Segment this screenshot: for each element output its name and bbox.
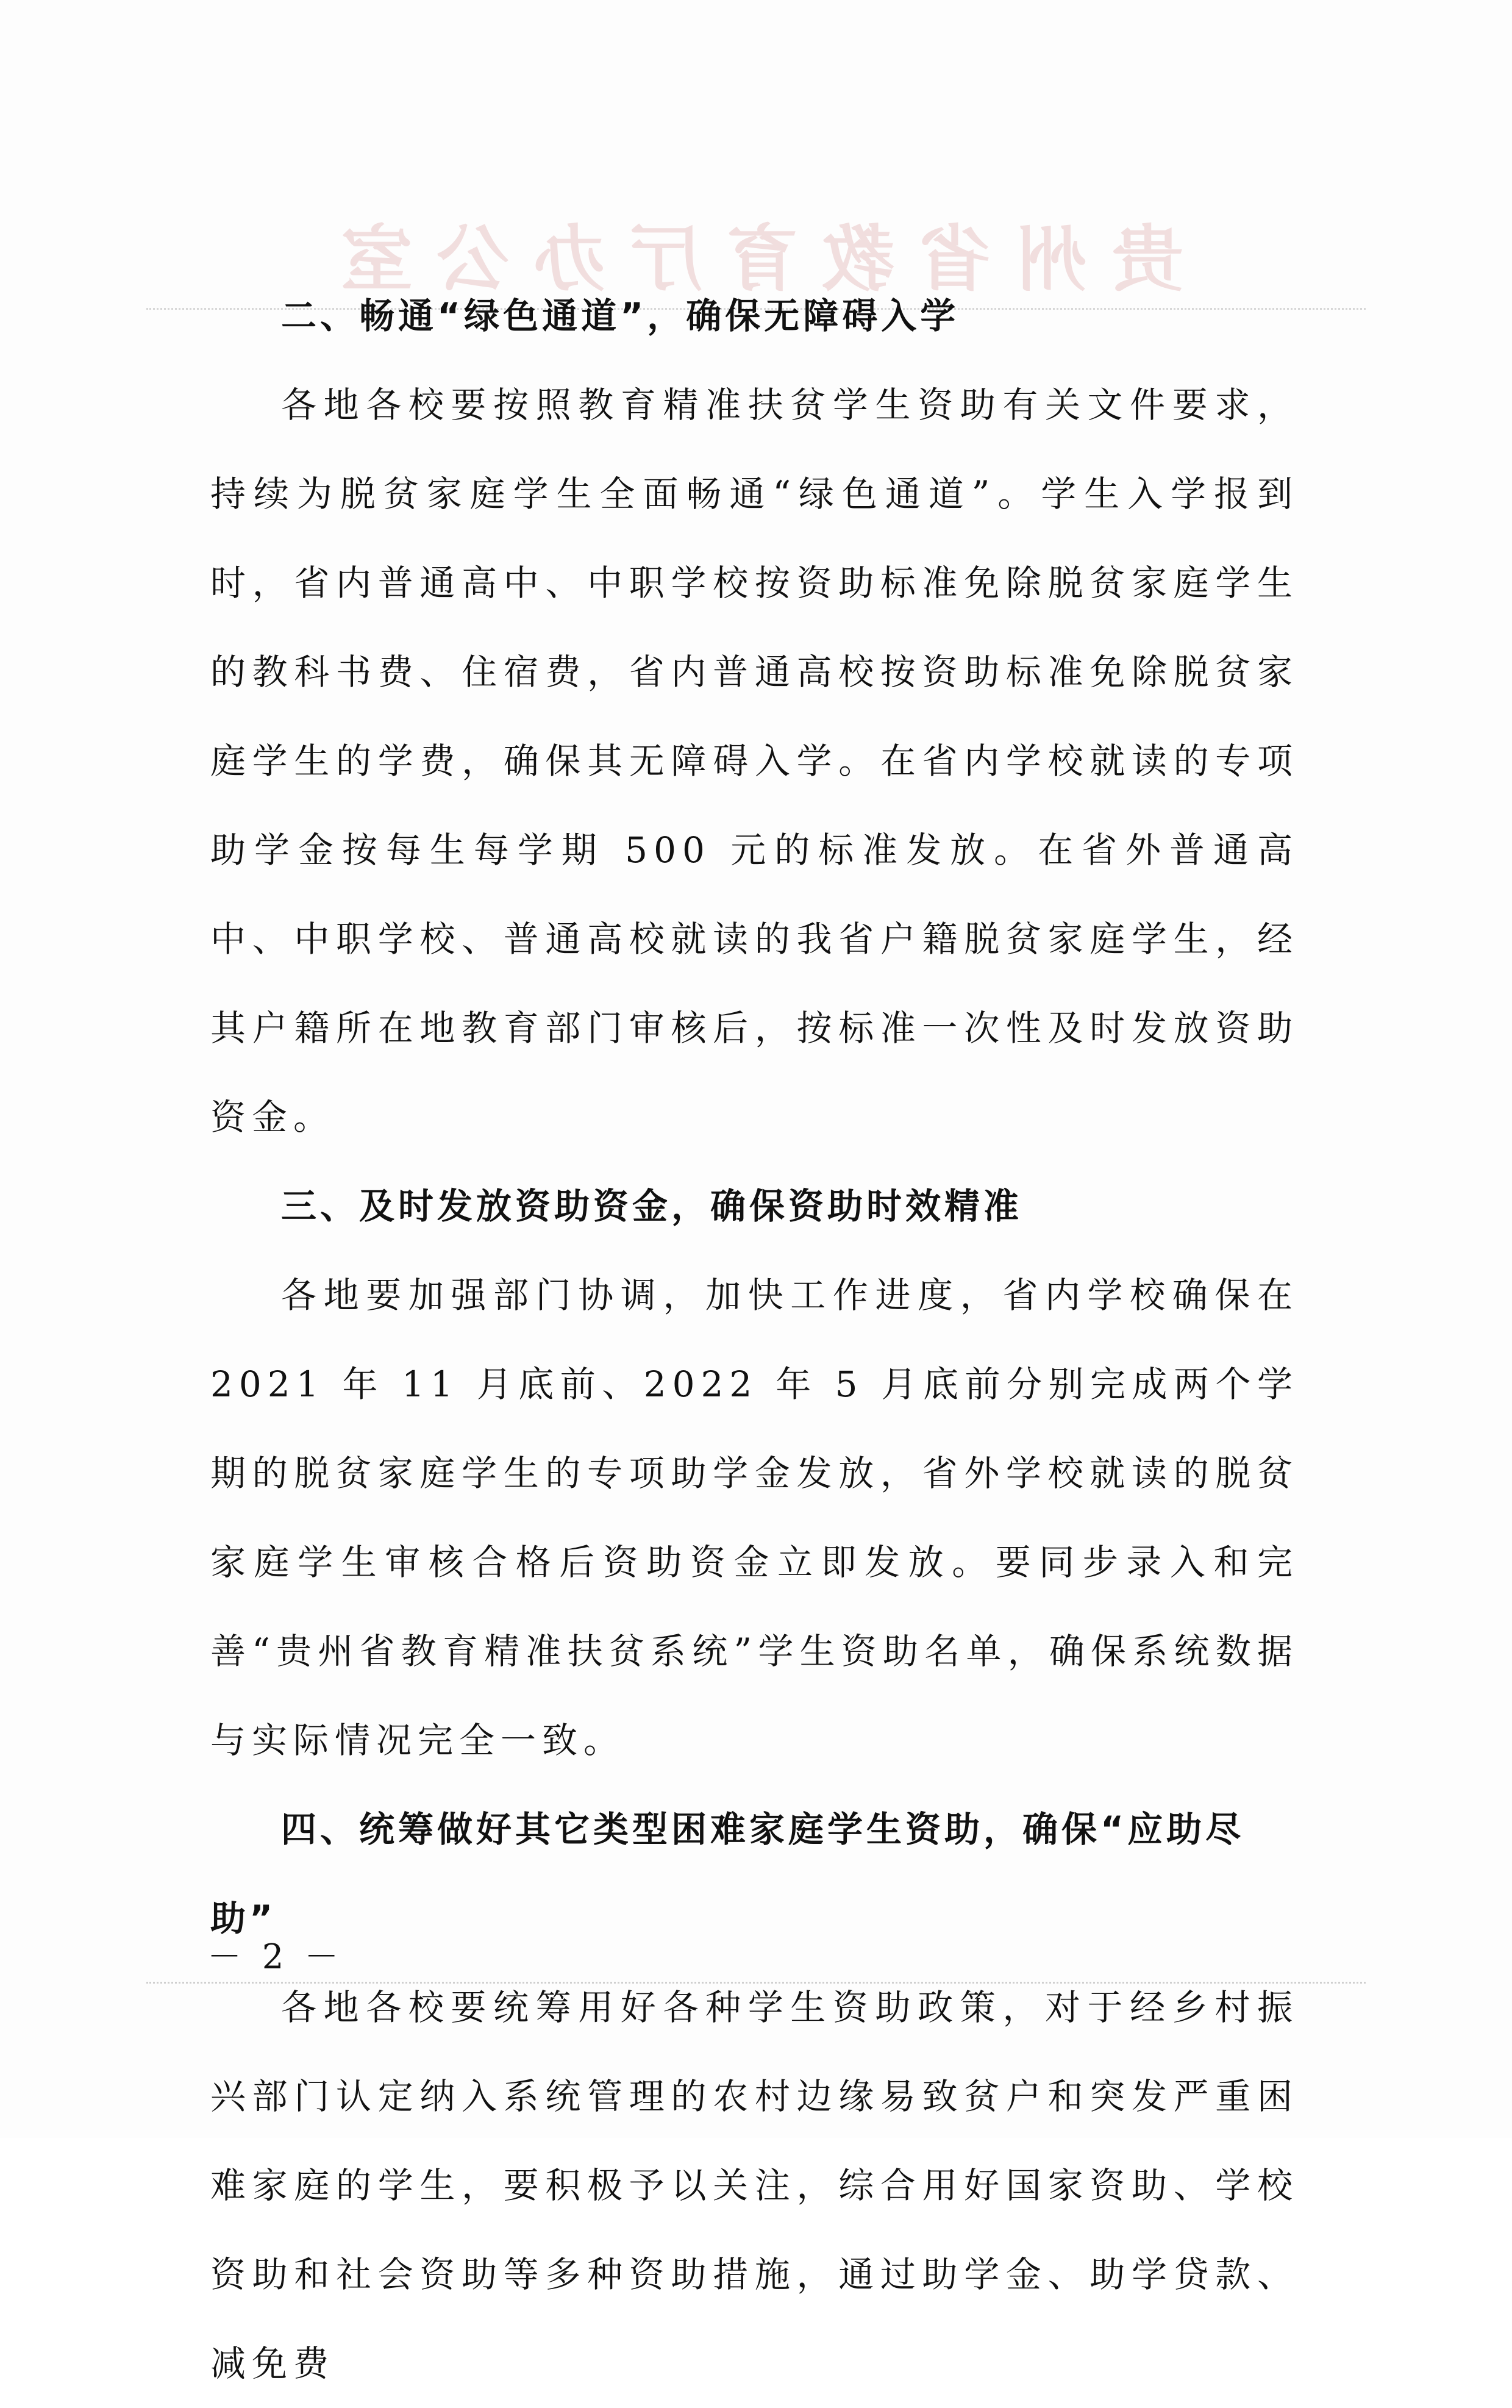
page-number: － 2 － <box>207 1937 344 1977</box>
section-paragraph-2: 各地各校要按照教育精准扶贫学生资助有关文件要求，持续为脱贫家庭学生全面畅通“绿色通道”。学生入学报到时，省内普通高中、中职学校按资助标准免除脱贫家庭学生的教科书费、住宿费，省内普通高校按资助标准免除脱贫家庭学生的学费，确保其无障碍入学。在省内学校就读的专项助学金按每生每学期 500 元的标准发放。在省外普通高中、中职学校、普通高校就读的我省户籍脱贫家庭学生，经其户籍所在地教育部门审核后，按标准一次性及时发放资助资金。 <box>210 384 1299 1138</box>
footer-divider <box>146 1982 1366 1984</box>
stamp-watermark: 贵州省教育厅办公室 <box>316 216 1184 301</box>
document-body <box>210 271 1299 2408</box>
section-heading-4: 四、统筹做好其它类型困难家庭学生资助，确保“应助尽助” <box>210 1809 1245 1939</box>
section-heading-3: 三、及时发放资助资金，确保资助时效精准 <box>281 1185 1023 1227</box>
section-paragraph-4: 各地各校要统筹用好各种学生资助政策，对于经乡村振兴部门认定纳入系统管理的农村边缘易致贫户和突发严重困难家庭的学生，要积极予以关注，综合用好国家资助、学校资助和社会资助等多种资助措施，通过助学金、助学贷款、减免费 <box>210 1987 1299 2384</box>
section-paragraph-3: 各地要加强部门协调，加快工作进度，省内学校确保在 2021 年 11 月底前、2022 年 5 月底前分别完成两个学期的脱贫家庭学生的专项助学金发放，省外学校就读的脱贫家庭学生审核合格后资助资金立即发放。要同步录入和完善“贵州省教育精准扶贫系统”学生资助名单，确保系统数据与实际情况完全一致。 <box>210 1274 1299 1761</box>
section-heading-2: 二、畅通“绿色通道”，确保无障碍入学 <box>281 295 960 337</box>
